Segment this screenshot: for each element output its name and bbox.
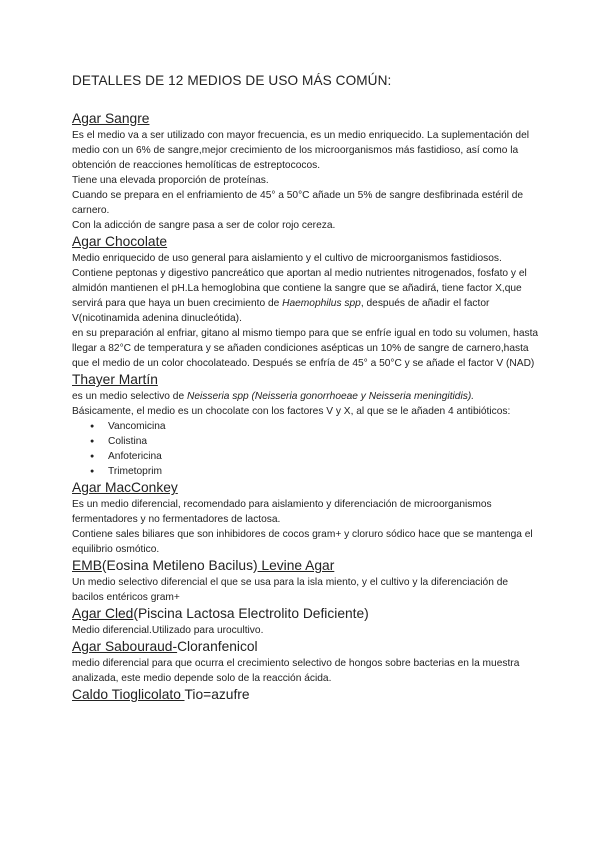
heading-thayer-martin: Thayer Martín (72, 372, 158, 387)
section-emb (72, 557, 540, 605)
section-agar-sabouraud (72, 638, 540, 686)
thayer-martin-p1-text: es un medio selectivo de (72, 391, 187, 402)
heading-emb-full: (Eosina Metileno Bacilus) (101, 558, 258, 573)
section-agar-sangre (72, 110, 540, 233)
list-item: ● Vancomicina (72, 419, 540, 434)
agar-sangre-paragraph-3: Cuando se prepara en el enfriamiento de 45° a 50°C añade un 5% de sangre desfibrinada estéril de carnero. (72, 190, 524, 216)
agar-sangre-paragraph-1: Es el medio va a ser utilizado con mayor frecuencia, es un medio enriquecido. La suplementación del medio con un 6% de sangre,mejor crecimiento de los microorganismos más fastidioso, así como la obtención de reacciones hemolíticas de estreptococos. (72, 130, 529, 171)
agar-chocolate-paragraph-3: en su preparación al enfriar, gitano al mismo tiempo para que se enfríe igual en todo su volumen, hasta llegar a 82°C de temperatura y se añaden condiciones asépticas un 10% de sangre de carnero,hasta que el medio de un color chocolateado. Después se enfría de 45° a 50°C y se añade el factor V (NAD) (72, 328, 539, 369)
agar-chocolate-p2-italic: Haemophilus spp (282, 298, 361, 309)
heading-emb-levine: Levine Agar (257, 558, 335, 573)
agar-sangre-paragraph-2: Tiene una elevada proporción de proteínas. (72, 175, 269, 186)
section-agar-chocolate (72, 233, 540, 371)
heading-agar-cled-name: Agar Cled (72, 606, 134, 621)
heading-agar-cled (72, 605, 540, 623)
agar-chocolate-paragraph-1: Medio enriquecido de uso general para aislamiento y el cultivo de microorganismos fastidiosos. (72, 253, 502, 264)
emb-paragraph-1: Un medio selectivo diferencial el que se usa para la isla miento, y el cultivo y la diferenciación de bacilos entéricos gram+ (72, 577, 509, 603)
heading-caldo-tioglicolato-name: Caldo Tioglicolato (72, 687, 185, 702)
heading-emb-abbr: EMB (72, 558, 102, 573)
heading-caldo-tioglicolato (72, 686, 540, 704)
thayer-martin-paragraph-1 (72, 389, 540, 404)
document-title: DETALLES DE 12 MEDIOS DE USO MÁS COMÚN: (72, 73, 392, 88)
agar-sabouraud-paragraph-1: medio diferencial para que ocurra el crecimiento selectivo de hongos sobre bacterias en la muestra analizada, este medio depende solo de la reacción ácida. (72, 658, 520, 684)
heading-emb (72, 557, 540, 575)
heading-agar-chocolate: Agar Chocolate (72, 234, 168, 249)
agar-sangre-paragraph-4: Con la adicción de sangre pasa a ser de color rojo cereza. (72, 220, 336, 231)
list-item: ● Colistina (72, 434, 540, 449)
list-item: ● Trimetoprim (72, 464, 540, 479)
heading-caldo-tioglicolato-note: Tio=azufre (184, 687, 250, 702)
agar-macconkey-paragraph-1: Es un medio diferencial, recomendado para aislamiento y diferenciación de microorganismos fermentadores y no fermentadores de lactosa. (72, 499, 492, 525)
heading-agar-sabouraud (72, 638, 540, 656)
antibiotics-list (72, 419, 540, 479)
thayer-martin-paragraph-2: Básicamente, el medio es un chocolate con los factores V y X, al que se le añaden 4 antibióticos: (72, 406, 511, 417)
section-caldo-tioglicolato (72, 686, 540, 704)
heading-agar-sangre: Agar Sangre (72, 111, 150, 126)
agar-cled-paragraph-1: Medio diferencial.Utilizado para urocultivo. (72, 625, 264, 636)
heading-agar-macconkey: Agar MacConkey (72, 480, 178, 495)
heading-agar-sabouraud-suffix: Cloranfenicol (177, 639, 258, 654)
agar-macconkey-paragraph-2: Contiene sales biliares que son inhibidores de cocos gram+ y cloruro sódico hace que se mantenga el equilibrio osmótico. (72, 529, 533, 555)
agar-chocolate-p2-text-b: , después de añadir el factor V(nicotinamida adenina dinucleótida). (72, 298, 490, 324)
agar-chocolate-paragraph-2 (72, 266, 540, 326)
section-agar-cled (72, 605, 540, 638)
list-item: ● Anfotericina (72, 449, 540, 464)
section-thayer-martin (72, 371, 540, 479)
section-agar-macconkey (72, 479, 540, 557)
heading-agar-cled-full: (Piscina Lactosa Electrolito Deficiente) (133, 606, 369, 621)
agar-chocolate-p2-text-a: Contiene peptonas y digestivo pancreático que aportan al medio nutrientes nitrogenados, fosfato y el almidón mantienen el pH.La hemoglobina que contiene la sangre que se añadirá, tiene factor X,que servirá para que haya un buen crecimiento de (72, 268, 527, 309)
thayer-martin-p1-italic: Neisseria spp (Neisseria gonorrhoeae y Neisseria meningitidis). (186, 391, 475, 402)
heading-agar-sabouraud-name: Agar Sabouraud- (72, 639, 178, 654)
